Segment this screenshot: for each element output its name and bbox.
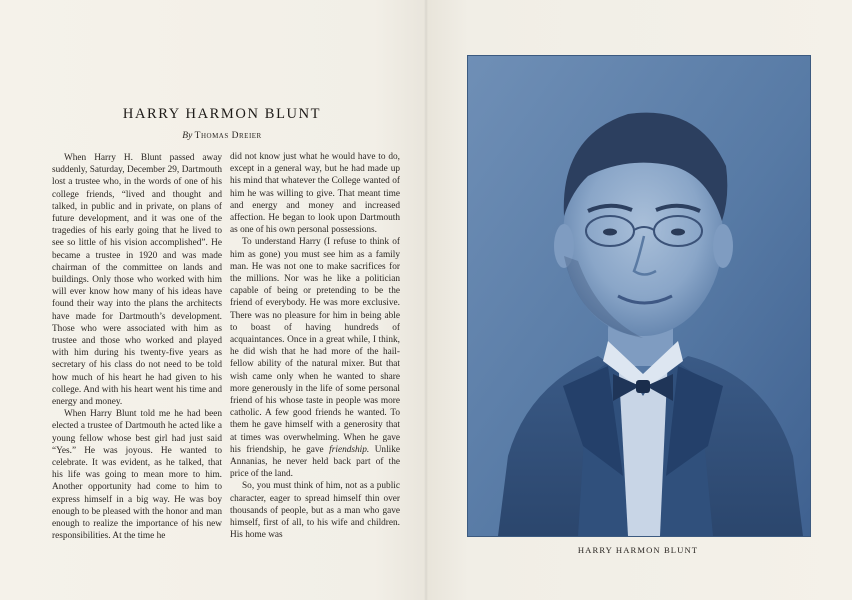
paragraph: So, you must think of him, not as a public character, eager to spread himself thin over thousands of people, but as a man who gave himself, first of all, to his wife and children. His home was bbox=[230, 481, 400, 541]
left-text-column bbox=[52, 152, 222, 543]
book-gutter bbox=[424, 0, 428, 600]
right-text-column bbox=[230, 151, 400, 542]
article-title: HARRY HARMON BLUNT bbox=[122, 106, 322, 122]
paragraph-continuation: did not know just what he would have to do, except in a general way, but he had made up his mind that whatever the College wanted of him he was willing to give. That meant time and energy and money and increased affection. He began to look upon Dartmouth as one of his own personal possessions. bbox=[230, 152, 400, 236]
paragraph: When Harry H. Blunt passed away suddenly, Saturday, December 29, Dartmouth lost a trustee who, in the words of one of his college friends, “lived and thought and talked, in public and in private, on plans of future development, and it was one of the tragedies of his early going that he lived to see so little of his vision accomplished”. He became a trustee in 1920 and was made chairman of the committee on lands and buildings. Only those who worked with him will ever know how many of his ideas have found their way into the plans the architects have made for Dartmouth’s development. Those who were associated with him as trustee and those who worked and played with him during his twenty-five years as secretary of his class do not need to be told how much of his heart he had given to his college. And with his heart went his time and energy and money. bbox=[52, 153, 222, 408]
byline-author: Thomas Dreier bbox=[194, 131, 262, 141]
portrait-illustration bbox=[468, 56, 810, 536]
portrait-caption: HARRY HARMON BLUNT bbox=[577, 545, 699, 555]
paragraph bbox=[230, 236, 400, 480]
byline-prefix: By bbox=[182, 131, 193, 141]
byline bbox=[52, 131, 392, 141]
portrait-photo bbox=[467, 55, 811, 537]
paragraph-text: To understand Harry (I refuse to think of him as gone) you must see him as a family man. He was not one to make sacrifices for the millions. Nor was he like a politician capable of being or pretending to be the friend of everybody. He was more exclusive. There was no pleasure for him in being able to boast of having hundreds of acquaintances. Once in a great while, I think, he did wish that he had more of the hail-fellow ability of the natural mixer. But that wish came only when he wanted to share more generously in the life of some personal friend of his whose taste in people was more catholic. A few good friends he wanted. To them he gave himself with a generosity that at times was overwhelming. When he gave his friendship, he gave bbox=[230, 237, 400, 455]
paragraph-text-tail: Unlike Annanias, he never held back part of the price of the land. bbox=[230, 444, 401, 480]
paragraph: When Harry Blunt told me he had been elected a trustee of Dartmouth he acted like a young fellow whose best girl had just said “Yes.” He was joyous. He wanted to celebrate. It was evident, as he talked, that his life was going to mean more to him. Another opportunity had come to him to express himself in a big way. He was boy enough to be pleased with the honor and man enough to realize the importance of his new responsibilities. At the time he bbox=[52, 409, 222, 542]
emphasis-text: friendship. bbox=[329, 444, 370, 455]
